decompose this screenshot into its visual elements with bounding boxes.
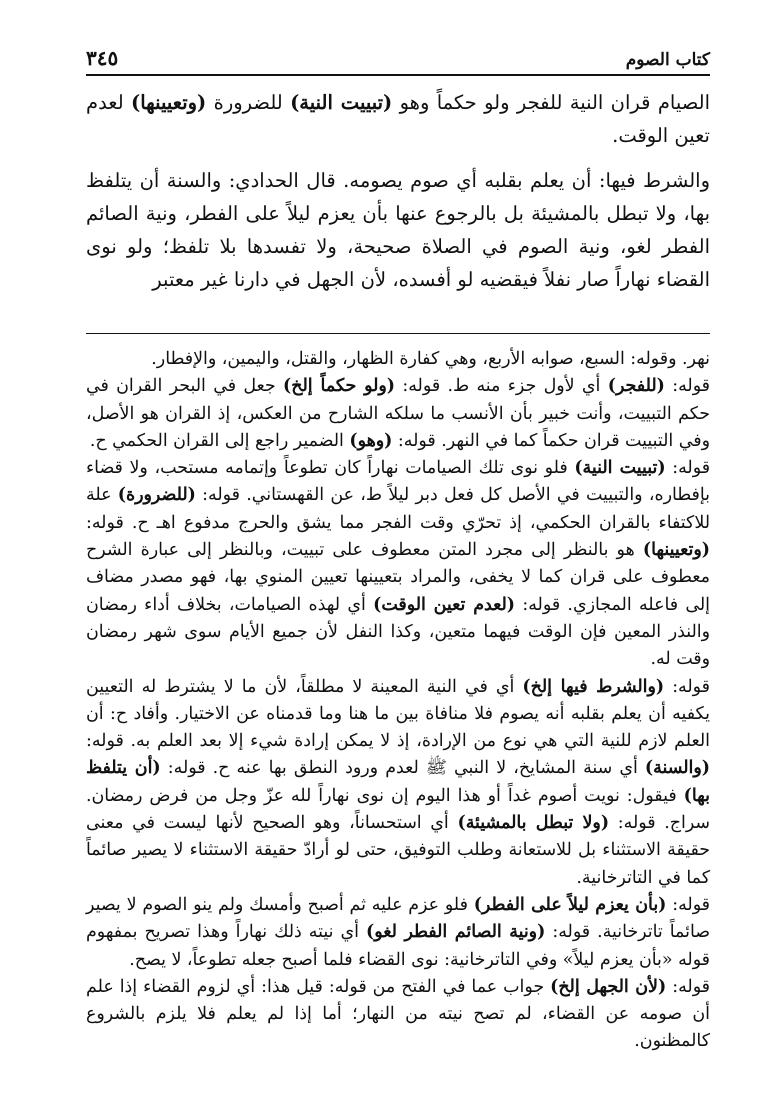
- footnote-paragraph: [86, 892, 710, 974]
- footnote-divider: [86, 333, 710, 334]
- page-header: [86, 40, 710, 76]
- paragraph-gap: [86, 152, 710, 164]
- bold-lemma: (لأن الجهل إلخ): [550, 976, 667, 997]
- bold-lemma: (ولا تبطل بالمشيئة): [457, 813, 610, 834]
- text-segment: والشرط فيها: أن يعلم بقلبه أي صوم يصومه. قال الحدادي: والسنة أن يتلفظ بها، ولا تبطل بالمشيئة بل بالرجوع عنها بأن يعزم ليلاً على الفطر، ونية الصائم الفطر لغو، ونية الصوم في الصلاة صحيحة، ولا تفسدها بلا تلفظ؛ ولو نوى القضاء نهاراً صار نفلاً فيقضيه لو أفسده، لأن الجهل في دارنا غير معتبر: [86, 169, 710, 291]
- book-page: [86, 40, 710, 1080]
- text-segment: هو بالنظر إلى مجرد المتن معطوف على تبييت، وبالنظر إلى عبارة الشرح معطوف على قران كما لا يخفى، والمراد بتعيينها تعيين المنوي بها، فهو مصدر مضاف إلى فاعله المجازي. قوله:: [86, 540, 710, 615]
- bold-lemma: (للضرورة): [117, 485, 196, 506]
- bold-lemma: (ولو حكماً إلخ): [283, 376, 396, 397]
- text-segment: جعل في البحر القران في حكم التبييت، وأنت خبير بأن الأنسب ما سلكه الشارح من العكس، إذ القران هو الأصل، وفي التبييت قران حكماً كما في النهر. قوله:: [86, 376, 710, 451]
- footnote-paragraph: [86, 974, 710, 1056]
- footnote-paragraph: [86, 373, 710, 455]
- text-segment: قوله:: [664, 676, 710, 697]
- text-segment: أي في النية المعينة لا مطلقاً، لأن ما لا يشترط له التعيين يكفيه أن يعلم بقلبه أنه يصوم فلا منافاة بين ما هنا وما قدمناه عن الاختيار. وأفاد ح: أن العلم لازم للنية التي هي نوع من الإرادة، إذ لا يمكن إرادة شيء إلا بعد العلم به. قوله:: [86, 676, 710, 752]
- text-segment: أي لأول جزء منه ط. قوله:: [395, 376, 608, 397]
- running-title: كتاب الصوم: [625, 50, 710, 70]
- bold-lemma: (وتعيينها): [131, 91, 207, 114]
- text-segment: قوله:: [665, 458, 711, 479]
- commentary-footnotes: [86, 346, 710, 1056]
- main-text: [86, 86, 710, 296]
- text-segment: الضمير راجع إلى القران الحكمي ح.: [89, 430, 350, 451]
- text-segment: الصيام قران النية للفجر ولو حكماً وهو: [392, 91, 711, 114]
- text-segment: قوله:: [666, 894, 710, 915]
- main-paragraph-1: [86, 86, 710, 152]
- text-segment: جواب عما في الفتح من قوله: قيل هذا: أي لزوم القضاء إذا علم أن صومه عن القضاء، لم تصح نيته من النهار؛ أما إذا لم يعلم فلا يلزم بالشروع كالمظنون.: [86, 976, 710, 1052]
- text-segment: أي استحساناً، وهو الصحيح لأنها ليست في معنى حقيقة الاستثناء بل للاستعانة وطلب التوفيق، حتى لو أرادّ حقيقة الاستثناء لا يصير صائماً كما في التاترخانية.: [86, 813, 710, 888]
- bold-lemma: (وهو): [349, 430, 393, 451]
- text-segment: قوله:: [664, 376, 710, 397]
- text-segment: قوله:: [666, 976, 710, 997]
- text-segment: للضرورة: [206, 91, 291, 114]
- text-segment: فلو نوى تلك الصيامات نهاراً كان تطوعاً وإتمامه مستحب، ولا قضاء بإفطاره، والتبييت في الأصل كل فعل دبر ليلاً ط، عن القهستاني. قوله:: [86, 458, 710, 506]
- bold-lemma: (بأن يعزم ليلاً على الفطر): [473, 894, 667, 915]
- main-paragraph-2: [86, 164, 710, 296]
- bold-lemma: (والشرط فيها إلخ): [522, 676, 665, 697]
- bold-lemma: (ونية الصائم الفطر لغو): [365, 922, 546, 943]
- footnote-paragraph: [86, 674, 710, 892]
- bold-lemma: (تبييت النية): [290, 91, 393, 114]
- footnote-paragraph: [86, 455, 710, 673]
- page-number: ٣٤٥: [86, 46, 119, 70]
- text-segment: فلو عزم عليه ثم أصبح وأمسك ولم ينو الصوم لا يصير صائماً تاترخانية. قوله:: [86, 894, 711, 943]
- text-segment: علة للاكتفاء بالقران الحكمي، إذ تحرّي وقت الفجر مما يشق والحرج مدفوع اهـ ح. قوله:: [86, 485, 710, 533]
- bold-lemma: (أن يتلفظ بها): [86, 758, 710, 806]
- bold-lemma: (والسنة): [644, 758, 710, 779]
- text-segment: لعدم تعين الوقت.: [86, 91, 710, 147]
- text-segment: أي سنة المشايخ، لا النبي ﷺ لعدم ورود النطق بها عنه ح. قوله:: [160, 758, 645, 779]
- bold-lemma: (لعدم تعين الوقت): [373, 594, 516, 615]
- text-segment: أي لهذه الصيامات، بخلاف أداء رمضان والنذر المعين فإن الوقت فيهما متعين، وكذا النفل لأن جميع الأيام سوى شهر رمضان وقت له.: [86, 594, 710, 670]
- bold-lemma: (للفجر): [607, 376, 665, 397]
- text-segment: أي نيته ذلك نهاراً وهذا تصريح بمفهوم قوله «بأن يعزم ليلاً» وفي التاترخانية: نوى القضاء فلما أصبح جعله تطوعاً، لا يصح.: [86, 922, 710, 970]
- footnote-paragraph: [86, 346, 710, 373]
- bold-lemma: (تبييت النية): [574, 458, 666, 479]
- text-segment: فيقول: نويت أصوم غداً أو هذا اليوم إن نوى نهاراً لله عزّ وجل من فرض رمضان. سراج. قوله:: [86, 785, 711, 834]
- text-segment: نهر. وقوله: السبع، صوابه الأربع، وهي كفارة الظهار، والقتل، واليمين، والإفطار.: [151, 349, 710, 369]
- bold-lemma: (وتعيينها): [642, 540, 710, 561]
